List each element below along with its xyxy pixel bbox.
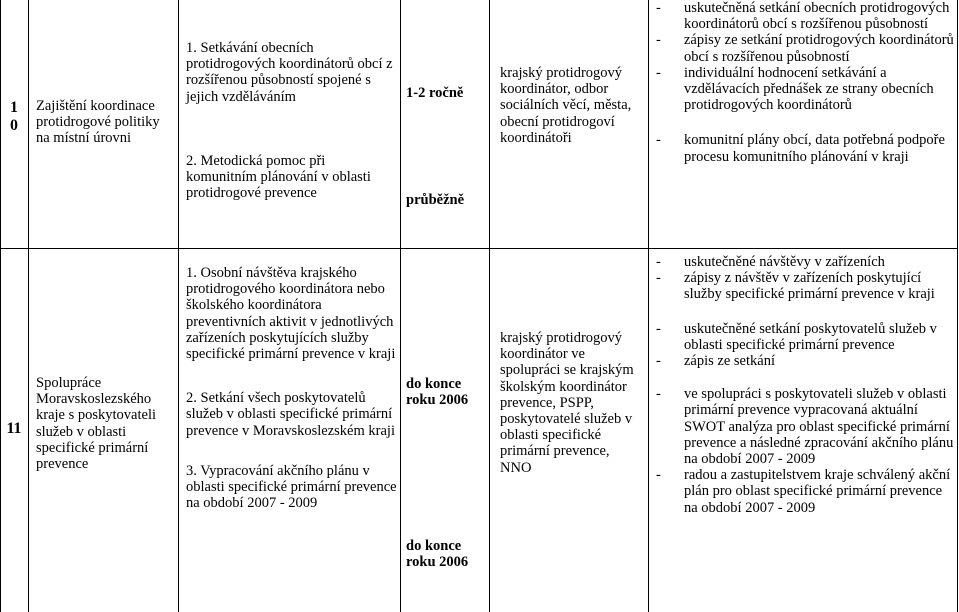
- column-divider: [28, 0, 29, 612]
- output-item: - zápisy ze setkání protidrogových koordinátorů obcí s rozšířenou působností: [656, 32, 954, 65]
- column-divider: [400, 0, 401, 612]
- goal-cell: Spolupráce Moravskoslezského kraje s poskytovateli služeb v oblasti specifické primární prevence: [36, 375, 157, 473]
- outputs-cell: [654, 254, 954, 534]
- activity-item: 2. Setkání všech poskytovatelů služeb v oblasti specifické primární prevence v Moravskoslezském kraji: [186, 390, 395, 439]
- output-item: - uskutečněné návštěvy v zařízeních: [656, 254, 885, 270]
- output-item: - uskutečněná setkání obecních protidrogových koordinátorů obcí s rozšířenou působností: [656, 0, 950, 33]
- row-number-digit: 0: [10, 117, 18, 134]
- deadline-cell: do konce roku 2006: [406, 538, 469, 571]
- deadline-cell: průběžně: [406, 192, 464, 208]
- responsible-cell: krajský protidrogový koordinátor ve spolupráci se krajským školským koordinátor prevence, PSPP, poskytovatelé služeb v oblasti specifické primární prevence, NNO: [500, 330, 634, 476]
- activity-item: 2. Metodická pomoc při komunitním plánování v oblasti protidrogové prevence: [186, 152, 371, 202]
- output-group: [654, 254, 954, 303]
- row-number: [0, 99, 28, 135]
- output-group: [654, 132, 954, 164]
- output-item: - uskutečněné setkání poskytovatelů služeb v oblasti specifické primární prevence: [656, 320, 937, 353]
- row-number-digit: 1: [10, 99, 18, 116]
- activity-item: 1. Osobní návštěva krajského protidrogového koordinátora nebo školského koordinátora preventivních aktivit v jednotlivých zařízeních poskytujících služby specifické primární prevence v kraji: [186, 265, 396, 363]
- goal-cell: Zajištění koordinace protidrogové politiky na místní úrovni: [36, 98, 160, 147]
- output-item: - zápis ze setkání: [656, 353, 775, 370]
- row-divider: [0, 248, 958, 249]
- activity-item: 3. Vypracování akčního plánu v oblasti specifické primární prevence na období 2007 - 2009: [186, 462, 397, 512]
- output-group: [654, 0, 954, 113]
- output-item: - individuální hodnocení setkávání a vzdělávacích přednášek ze strany obecních protidrogových koordinátorů: [656, 64, 934, 114]
- column-divider: [648, 0, 649, 612]
- output-item: - komunitní plány obcí, data potřebná podpoře procesu komunitního plánování v kraji: [656, 132, 945, 165]
- activities-cell: [186, 40, 398, 201]
- outputs-cell: [654, 0, 954, 183]
- activities-cell: [186, 265, 398, 511]
- output-group: [654, 386, 954, 516]
- deadline-cell: 1-2 ročně: [406, 85, 464, 101]
- responsible-cell: krajský protidrogový koordinátor, odbor sociálních věcí, města, obecní protidrogoví koordinátoři: [500, 65, 632, 146]
- column-divider: [178, 0, 179, 612]
- output-item: - zápisy z návštěv v zařízeních poskytující služby specifické primární prevence v kraji: [656, 270, 935, 303]
- row-number: 11: [6, 420, 22, 437]
- table-border-right: [957, 0, 958, 612]
- output-item: - ve spolupráci s poskytovateli služeb v oblasti primární prevence vypracovaná aktuální SWOT analýza pro oblast specifické primární prevence a následné zpracování akčního plánu na období 2007 - 2009: [656, 386, 954, 468]
- activity-item: 1. Setkávání obecních protidrogových koordinátorů obcí z rozšířenou působností spojené s jejich vzděláváním: [186, 40, 393, 105]
- output-item: - radou a zastupitelstvem kraje schválený akční plán pro oblast specifické primární prevence na období 2007 - 2009: [656, 467, 951, 516]
- output-group: [654, 321, 954, 370]
- column-divider: [489, 0, 490, 612]
- table-border-left: [0, 0, 1, 612]
- deadline-cell: do konce roku 2006: [406, 376, 469, 409]
